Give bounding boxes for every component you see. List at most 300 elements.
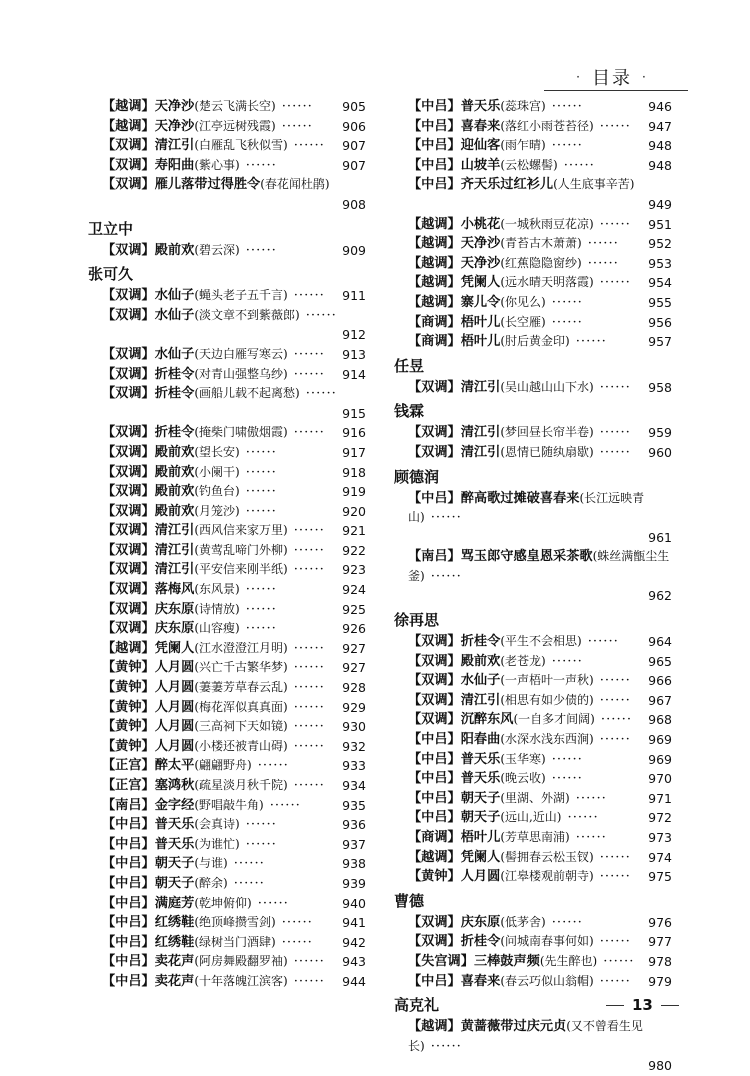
tune-title: 水仙子 — [154, 288, 195, 304]
toc-entry — [88, 913, 366, 933]
toc-entry — [394, 443, 672, 463]
toc-entry — [394, 769, 672, 789]
toc-entry — [394, 489, 672, 548]
mode-label: 【中吕】 — [102, 875, 155, 891]
first-line: (与谁) — [194, 856, 228, 871]
tune-title: 清江引 — [460, 379, 501, 395]
footer-dash-left — [606, 1005, 624, 1006]
toc-entry — [394, 730, 672, 750]
leader-dots: ······ — [281, 118, 313, 134]
page-ref: 942 — [338, 933, 366, 953]
mode-label: 【黄钟】 — [102, 719, 155, 735]
first-line: (肘后黄金印) — [500, 334, 570, 349]
mode-label: 【双调】 — [408, 425, 461, 441]
mode-label: 【双调】 — [102, 307, 155, 323]
author-heading: 顾德润 — [394, 467, 440, 486]
tune-title: 寨儿令 — [460, 294, 501, 310]
page-ref: 916 — [338, 423, 366, 443]
tune-title: 朝天子 — [460, 790, 501, 806]
leader-dots: ······ — [293, 719, 325, 735]
tune-title: 天净沙 — [154, 99, 195, 114]
page-ref: 969 — [644, 750, 672, 770]
tune-title: 普天乐 — [154, 836, 195, 852]
mode-label: 【越调】 — [408, 294, 461, 310]
tune-title: 殿前欢 — [460, 653, 501, 669]
tune-title: 折桂令 — [460, 634, 501, 650]
toc-entry — [88, 952, 366, 972]
page-ref: 974 — [644, 848, 672, 868]
first-line: (三高祠下天如镜) — [194, 719, 288, 734]
leader-dots: ······ — [599, 216, 631, 232]
toc-entry — [394, 1017, 672, 1076]
first-line: (小阑干) — [194, 464, 240, 479]
page-ref: 924 — [338, 580, 366, 600]
toc-entry — [88, 854, 366, 874]
first-line: (白雁乱飞秋似雪) — [194, 138, 288, 153]
mode-label: 【越调】 — [102, 640, 155, 656]
page-ref: 979 — [644, 972, 672, 992]
toc-entry — [394, 952, 672, 972]
first-line: (翩翩野舟) — [194, 758, 252, 773]
page-ref: 976 — [644, 913, 672, 933]
page-ref: 917 — [338, 443, 366, 463]
mode-label: 【双调】 — [102, 425, 155, 441]
leader-dots: ······ — [430, 1038, 462, 1054]
page-ref: 953 — [644, 254, 672, 274]
leader-dots: ······ — [269, 797, 301, 813]
tune-title: 天净沙 — [460, 236, 501, 252]
mode-label: 【双调】 — [102, 484, 155, 500]
page-ref: 965 — [644, 652, 672, 672]
mode-label: 【中吕】 — [408, 99, 461, 114]
tune-title: 黄蔷薇带过庆元贞 — [460, 1019, 567, 1035]
page-ref: 908 — [102, 195, 366, 215]
first-line: (黄莺乱啼门外柳) — [194, 542, 288, 557]
toc-entry — [88, 384, 366, 423]
leader-dots: ······ — [245, 503, 277, 519]
leader-dots: ······ — [551, 771, 583, 787]
page-ref: 951 — [644, 215, 672, 235]
page-ref: 968 — [644, 710, 672, 730]
mode-label: 【越调】 — [408, 236, 461, 252]
first-line: (淡文章不到紫薇郎) — [194, 307, 300, 322]
leader-dots: ······ — [293, 660, 325, 676]
first-line: (春云巧似山翁帽) — [500, 973, 594, 988]
mode-label: 【越调】 — [408, 255, 461, 271]
tune-title: 水仙子 — [460, 673, 501, 689]
toc-entry — [88, 502, 366, 522]
leader-dots: ······ — [599, 732, 631, 748]
page-ref: 962 — [408, 586, 672, 606]
mode-label: 【黄钟】 — [408, 869, 461, 885]
toc-entry — [394, 710, 672, 730]
tune-title: 折桂令 — [154, 366, 195, 382]
page-ref: 948 — [644, 136, 672, 156]
mode-label: 【双调】 — [102, 503, 155, 519]
first-line: (一城秋雨豆花凉) — [500, 216, 594, 231]
page-ref: 920 — [338, 502, 366, 522]
first-line: (月笼沙) — [194, 503, 240, 518]
page-ref: 921 — [338, 521, 366, 541]
toc-entry — [394, 215, 672, 235]
page-ref: 969 — [644, 730, 672, 750]
page-ref: 970 — [644, 769, 672, 789]
mode-label: 【越调】 — [102, 99, 155, 114]
mode-label: 【双调】 — [102, 177, 155, 193]
mode-label: 【正宫】 — [102, 778, 155, 793]
first-line: (对青山强整乌纱) — [194, 366, 288, 381]
page-ref: 943 — [338, 952, 366, 972]
tune-title: 卖花声 — [154, 973, 195, 989]
tune-title: 朝天子 — [154, 875, 195, 891]
tune-title: 梧叶儿 — [460, 334, 501, 350]
mode-label: 【双调】 — [102, 157, 155, 173]
first-line: (人生底事辛苦) — [553, 177, 635, 192]
tune-title: 沉醉东风 — [460, 712, 514, 728]
mode-label: 【黄钟】 — [102, 699, 155, 715]
tune-title: 喜春来 — [460, 118, 501, 134]
mode-label: 【越调】 — [408, 275, 461, 291]
tune-title: 卖花声 — [154, 954, 195, 970]
first-line: (春花闻杜鹃) — [260, 177, 330, 192]
leader-dots: ······ — [599, 425, 631, 441]
tune-title: 雁儿落带过得胜令 — [154, 177, 261, 193]
toc-entry — [394, 175, 672, 214]
tune-title: 齐天乐过红衫儿 — [460, 177, 554, 193]
leader-dots: ······ — [293, 288, 325, 304]
page-ref: 914 — [338, 365, 366, 385]
mode-label: 【越调】 — [408, 849, 461, 865]
leader-dots: ······ — [293, 954, 325, 970]
page-ref: 926 — [338, 619, 366, 639]
leader-dots: ······ — [551, 138, 583, 154]
mode-label: 【南吕】 — [408, 549, 461, 565]
first-line: (你见么) — [500, 294, 546, 309]
mode-label: 【双调】 — [408, 444, 461, 460]
tune-title: 折桂令 — [154, 386, 195, 402]
first-line: (阿房舞殿翻罗袖) — [194, 954, 288, 969]
page-ref: 952 — [644, 234, 672, 254]
mode-label: 【双调】 — [102, 444, 155, 460]
mode-label: 【双调】 — [102, 386, 155, 402]
tune-title: 普天乐 — [460, 99, 501, 114]
author-heading: 卫立中 — [88, 219, 134, 238]
tune-title: 天净沙 — [154, 118, 195, 134]
mode-label: 【双调】 — [102, 288, 155, 304]
mode-label: 【中吕】 — [408, 790, 461, 806]
first-line: (兴亡千古繁华梦) — [194, 660, 288, 675]
header-dot-left: · — [576, 70, 582, 84]
tune-title: 阳春曲 — [460, 732, 501, 748]
tune-title: 金字经 — [154, 797, 195, 813]
first-line: (十年落魄江滨客) — [194, 973, 288, 988]
header-title: 目录 — [592, 68, 632, 89]
page-ref: 925 — [338, 600, 366, 620]
tune-title: 梧叶儿 — [460, 830, 501, 845]
first-line: (梦回昼长帘半卷) — [500, 425, 594, 440]
tune-title: 普天乐 — [154, 817, 195, 833]
tune-title: 庆东原 — [154, 601, 195, 617]
first-line: (天边白雁写寒云) — [194, 346, 288, 361]
tune-title: 庆东原 — [154, 621, 195, 637]
first-line: (江水澄澄江月明) — [194, 640, 288, 655]
page-footer — [598, 996, 687, 1014]
first-line: (低茅舍) — [500, 914, 546, 929]
leader-dots: ······ — [293, 562, 325, 578]
page-ref: 959 — [644, 423, 672, 443]
leader-dots: ······ — [293, 973, 325, 989]
leader-dots: ······ — [293, 425, 325, 441]
first-line: (野唱敲牛角) — [194, 797, 264, 812]
tune-title: 普天乐 — [460, 751, 501, 767]
leader-dots: ······ — [281, 99, 313, 114]
first-line: (楚云飞满长空) — [194, 99, 276, 113]
first-line: (红蕉隐隐窗纱) — [500, 255, 582, 270]
first-line: (平生不会相思) — [500, 634, 582, 649]
page-ref: 954 — [644, 273, 672, 293]
tune-title: 殿前欢 — [154, 444, 195, 460]
leader-dots: ······ — [293, 366, 325, 382]
leader-dots: ······ — [245, 582, 277, 598]
mode-label: 【正宫】 — [102, 758, 155, 774]
page-ref: 955 — [644, 293, 672, 313]
toc-entry — [394, 632, 672, 652]
tune-title: 人月圆 — [154, 660, 195, 676]
page-ref: 927 — [338, 639, 366, 659]
mode-label: 【双调】 — [408, 634, 461, 650]
page-ref: 913 — [338, 345, 366, 365]
leader-dots: ······ — [599, 869, 631, 885]
toc-entry — [88, 175, 366, 214]
tune-title: 清江引 — [460, 425, 501, 441]
toc-entry — [88, 365, 366, 385]
leader-dots: ······ — [245, 444, 277, 460]
leader-dots: ······ — [293, 346, 325, 362]
mode-label: 【中吕】 — [408, 810, 461, 826]
mode-label: 【中吕】 — [102, 817, 155, 833]
page-ref: 919 — [338, 482, 366, 502]
toc-entry — [394, 254, 672, 274]
mode-label: 【中吕】 — [408, 751, 461, 767]
mode-label: 【中吕】 — [102, 934, 155, 950]
leader-dots: ······ — [245, 484, 277, 500]
first-line: (水深水浅东西涧) — [500, 732, 594, 747]
page-ref: 906 — [338, 117, 366, 137]
toc-entry — [394, 932, 672, 952]
mode-label: 【双调】 — [102, 542, 155, 558]
first-line: (醉余) — [194, 875, 228, 890]
page-ref: 961 — [408, 528, 672, 548]
page-ref: 944 — [338, 972, 366, 992]
leader-dots: ······ — [551, 914, 583, 930]
mode-label: 【南吕】 — [102, 797, 155, 813]
toc-entry — [88, 815, 366, 835]
tune-title: 殿前欢 — [154, 242, 195, 258]
tune-title: 朝天子 — [460, 810, 501, 826]
toc-entry — [88, 698, 366, 718]
first-line: (又不曾看生见长) — [408, 1019, 643, 1053]
tune-title: 红绣鞋 — [154, 915, 195, 931]
leader-dots: ······ — [599, 118, 631, 134]
first-line: (萋萋芳草春云乱) — [194, 680, 288, 695]
first-line: (西风信来家万里) — [194, 523, 288, 538]
page-ref: 977 — [644, 932, 672, 952]
leader-dots: ······ — [245, 817, 277, 833]
tune-title: 殿前欢 — [154, 484, 195, 500]
mode-label: 【中吕】 — [102, 836, 155, 852]
first-line: (青苔古木萧萧) — [500, 236, 582, 251]
mode-label: 【中吕】 — [408, 973, 461, 989]
page-ref: 971 — [644, 789, 672, 809]
tune-title: 折桂令 — [460, 934, 501, 950]
tune-title: 凭阑人 — [460, 275, 501, 291]
leader-dots: ······ — [233, 856, 265, 872]
mode-label: 【商调】 — [408, 334, 461, 350]
first-line: (蝇头老子五千言) — [194, 288, 288, 303]
toc-entry — [88, 874, 366, 894]
tune-title: 红绣鞋 — [154, 934, 195, 950]
page-ref: 973 — [644, 828, 672, 848]
tune-title: 殿前欢 — [154, 503, 195, 519]
leader-dots: ······ — [245, 621, 277, 637]
page-ref: 911 — [338, 286, 366, 306]
first-line: (晚云收) — [500, 771, 546, 786]
mode-label: 【双调】 — [408, 914, 461, 930]
tune-title: 梧叶儿 — [460, 314, 501, 330]
first-line: (相思有如少债的) — [500, 692, 594, 707]
tune-title: 山坡羊 — [460, 157, 501, 173]
page-number: 13 — [632, 996, 653, 1014]
page-ref: 960 — [644, 443, 672, 463]
toc-entry — [88, 737, 366, 757]
mode-label: 【双调】 — [102, 464, 155, 480]
tune-title: 清江引 — [460, 692, 501, 708]
mode-label: 【中吕】 — [102, 895, 155, 911]
page-ref: 937 — [338, 835, 366, 855]
first-line: (画船儿载不起离愁) — [194, 386, 300, 401]
page-ref: 940 — [338, 894, 366, 914]
first-line: (雨乍晴) — [500, 138, 546, 153]
toc-entry — [88, 776, 366, 796]
leader-dots: ······ — [293, 542, 325, 558]
first-line: (掩柴门啸傲烟霞) — [194, 425, 288, 440]
page-ref: 958 — [644, 378, 672, 398]
leader-dots: ······ — [293, 523, 325, 539]
mode-label: 【双调】 — [102, 346, 155, 362]
leader-dots: ······ — [293, 778, 325, 793]
first-line: (玉华寒) — [500, 751, 546, 766]
tune-title: 清江引 — [154, 542, 195, 558]
mode-label: 【黄钟】 — [102, 660, 155, 676]
toc-entry — [394, 273, 672, 293]
author-heading: 徐再思 — [394, 611, 440, 630]
mode-label: 【失宫调】 — [408, 953, 474, 969]
toc-entry — [88, 541, 366, 561]
first-line: (碧云深) — [194, 242, 240, 257]
author-heading: 任昱 — [394, 356, 425, 375]
first-line: (诗情放) — [194, 601, 240, 616]
page-ref: 907 — [338, 156, 366, 176]
leader-dots: ······ — [245, 242, 277, 258]
toc-entry — [88, 678, 366, 698]
toc-entry — [394, 972, 672, 992]
first-line: (吴山越山山下水) — [500, 379, 594, 394]
first-line: (钓鱼台) — [194, 484, 240, 499]
leader-dots: ······ — [430, 510, 462, 526]
page-ref: 946 — [644, 97, 672, 117]
toc-entry — [394, 848, 672, 868]
first-line: (绝顶峰攒雪剑) — [194, 915, 276, 930]
tune-title: 人月圆 — [460, 869, 501, 885]
leader-dots: ······ — [293, 680, 325, 696]
leader-dots: ······ — [281, 934, 313, 950]
leader-dots: ······ — [551, 294, 583, 310]
mode-label: 【中吕】 — [102, 856, 155, 872]
page-ref: 975 — [644, 867, 672, 887]
first-line: (蛛丝满甑尘生釜) — [408, 549, 670, 583]
mode-label: 【中吕】 — [408, 177, 461, 193]
first-line: (问城南春事何如) — [500, 934, 594, 949]
toc-column-left — [88, 97, 366, 992]
leader-dots: ······ — [563, 157, 595, 173]
first-line: (先生醉也) — [539, 953, 598, 968]
mode-label: 【双调】 — [102, 366, 155, 382]
tune-title: 寿阳曲 — [154, 157, 195, 173]
toc-entry — [88, 345, 366, 365]
tune-title: 折桂令 — [154, 425, 195, 441]
leader-dots: ······ — [257, 895, 289, 911]
mode-label: 【双调】 — [408, 692, 461, 708]
tune-title: 朝天子 — [154, 856, 195, 872]
first-line: (恩情已随纨扇歇) — [500, 444, 594, 459]
toc-entry — [394, 293, 672, 313]
toc-entry — [394, 136, 672, 156]
first-line: (髻拥春云松玉钗) — [500, 849, 594, 864]
mode-label: 【越调】 — [102, 118, 155, 134]
tune-title: 殿前欢 — [154, 464, 195, 480]
first-line: (山容瘦) — [194, 621, 240, 636]
mode-label: 【双调】 — [102, 601, 155, 617]
first-line: (长空雁) — [500, 314, 546, 329]
toc-entry — [394, 691, 672, 711]
mode-label: 【中吕】 — [102, 915, 155, 931]
tune-title: 清江引 — [460, 444, 501, 460]
leader-dots: ······ — [599, 444, 631, 460]
toc-entry — [88, 117, 366, 137]
mode-label: 【双调】 — [408, 934, 461, 950]
toc-entry — [88, 619, 366, 639]
toc-entry — [88, 933, 366, 953]
page-ref: 933 — [338, 756, 366, 776]
toc-entry — [394, 913, 672, 933]
running-header — [536, 64, 688, 92]
first-line: (一自多才间阔) — [513, 712, 595, 727]
toc-entry — [394, 313, 672, 333]
toc-entry — [394, 750, 672, 770]
tune-title: 喜春来 — [460, 973, 501, 989]
leader-dots: ······ — [551, 751, 583, 767]
page-ref: 930 — [338, 717, 366, 737]
mode-label: 【中吕】 — [408, 118, 461, 134]
mode-label: 【商调】 — [408, 314, 461, 330]
first-line: (疏星淡月秋千院) — [194, 778, 288, 792]
tune-title: 清江引 — [154, 523, 195, 539]
leader-dots: ······ — [257, 758, 289, 774]
leader-dots: ······ — [305, 307, 337, 323]
toc-entry — [88, 972, 366, 992]
tune-title: 满庭芳 — [154, 895, 195, 911]
tune-title: 人月圆 — [154, 680, 195, 696]
